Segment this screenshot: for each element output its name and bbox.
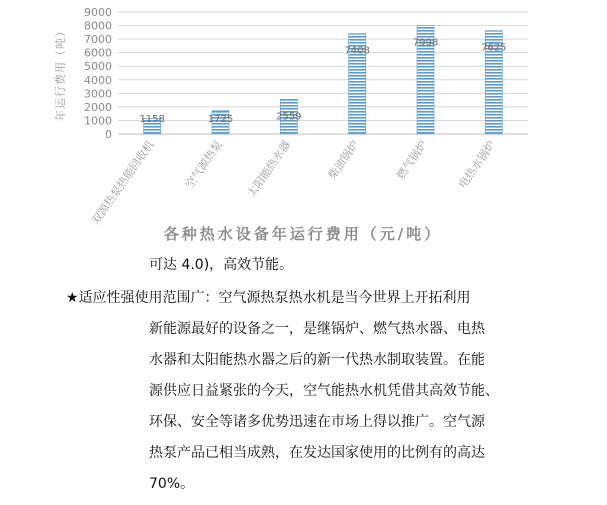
data-label-1: 1158 — [139, 114, 165, 125]
chart-area — [0, 0, 607, 250]
paragraph-line-2: 新能源最好的设备之一，是继锅炉、燃气热水器、电热 — [149, 321, 485, 337]
paragraph-line-7: 70%。 — [149, 476, 195, 492]
data-label-5: 7998 — [412, 37, 439, 49]
y-tick-label: 9000 — [84, 6, 112, 19]
paragraph-line-3: 水器和太阳能热水器之后的新一代热水制取装置。在能 — [149, 352, 485, 368]
y-tick-label: 5000 — [84, 60, 112, 74]
star-icon: ★ — [66, 290, 79, 306]
paragraph-line-5: 环保、安全等诸多优势迅速在市场上得以推广。空气源 — [149, 414, 485, 430]
category-label-1: 双源热泵热能回收机 — [89, 138, 157, 227]
y-tick-label: 4000 — [84, 73, 112, 87]
chart-title: 各种热水设备年运行费用（元/吨） — [163, 225, 443, 243]
category-label-4: 柴油锅炉 — [325, 138, 362, 182]
category-label-2: 空气源热泵 — [182, 138, 225, 191]
y-axis-label: 年运行费用（吨） — [54, 25, 67, 121]
paragraph-line-6: 热泵产品已相当成熟，在发达国家使用的比例有的高达 — [149, 445, 485, 461]
y-tick-label: 0 — [105, 128, 112, 141]
paragraph-line-1 — [66, 288, 471, 308]
y-tick-label: 8000 — [84, 19, 112, 33]
y-tick-label: 7000 — [84, 33, 112, 47]
paragraph-line-4: 源供应日益紧张的今天，空气能热水机凭借其高效节能、 — [149, 383, 499, 399]
bar-chart — [0, 0, 607, 250]
category-label-3: 太阳能热水器 — [244, 138, 294, 200]
data-label-3: 2559 — [276, 111, 302, 123]
category-label-6: 电热水锅炉 — [456, 138, 499, 191]
category-label-5: 燃气锅炉 — [394, 138, 430, 182]
y-tick-label: 3000 — [84, 87, 112, 101]
data-label-2: 1725 — [207, 114, 234, 125]
data-label-4: 7408 — [344, 45, 370, 57]
data-label-6: 7625 — [481, 42, 507, 54]
y-tick-label: 1000 — [84, 114, 112, 128]
y-tick-label: 2000 — [84, 100, 112, 114]
paragraph-line-0: 可达 4.0)，高效节能。 — [149, 257, 294, 273]
paragraph-line-1-text: 适应性强使用范围广：空气源热泵热水机是当今世界上开拓利用 — [78, 290, 471, 306]
y-tick-label: 6000 — [84, 46, 112, 60]
